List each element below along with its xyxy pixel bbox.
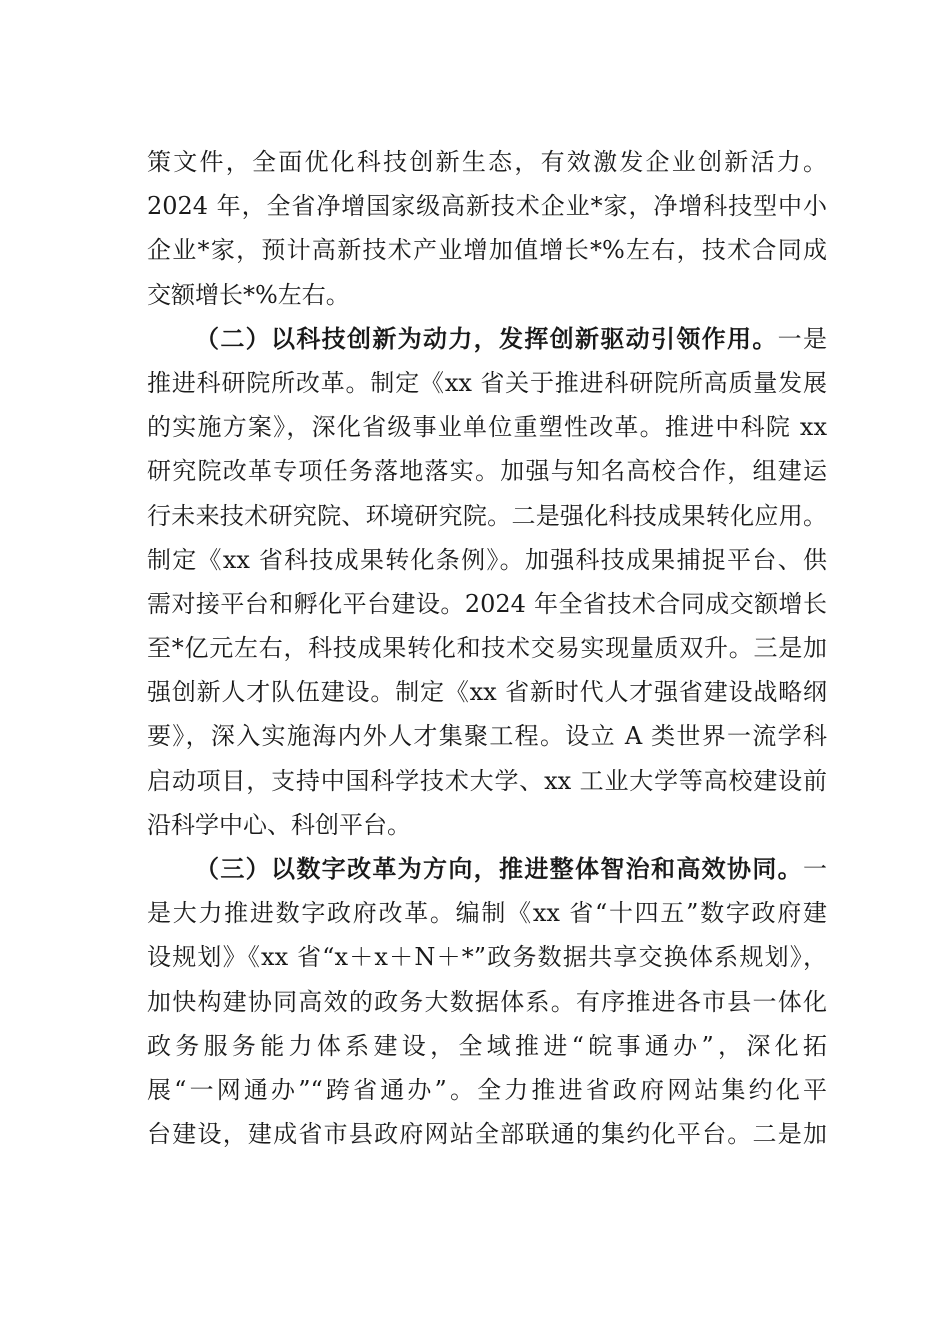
text-line: 要》，深入实施海内外人才集聚工程。设立 A 类世界一流学科 <box>147 722 827 751</box>
text-line: 是大力推进数字政府改革。编制《xx 省“十四五”数字政府建 <box>147 899 827 928</box>
document-body <box>147 140 827 1156</box>
text-line: 台建设，建成省市县政府网站全部联通的集约化平台。二是加 <box>147 1120 827 1149</box>
text-run: 一 <box>803 855 827 883</box>
section-heading-line <box>147 847 827 891</box>
text-line: 的实施方案》，深化省级事业单位重塑性改革。推进中科院 xx <box>147 413 827 442</box>
text-line: 设规划》《xx 省“x＋x＋N＋*”政务数据共享交换体系规划》， <box>147 943 827 972</box>
section-heading: （三）以数字改革为方向，推进整体智治和高效协同。 <box>195 854 803 883</box>
text-line: 政务服务能力体系建设，全域推进“皖事通办”，深化拓 <box>147 1031 827 1060</box>
text-line: 展“一网通办”“跨省通办”。全力推进省政府网站集约化平 <box>147 1075 827 1104</box>
text-run: 一是 <box>777 324 828 353</box>
text-line: 需对接平台和孵化平台建设。2024 年全省技术合同成交额增长 <box>147 589 827 618</box>
text-line: 强创新人才队伍建设。制定《xx 省新时代人才强省建设战略纲 <box>147 678 827 707</box>
text-line: 启动项目，支持中国科学技术大学、xx 工业大学等高校建设前 <box>147 766 827 795</box>
section-heading-line <box>147 317 827 361</box>
text-line: 制定《xx 省科技成果转化条例》。加强科技成果捕捉平台、供 <box>147 545 827 574</box>
text-line: 研究院改革专项任务落地落实。加强与知名高校合作，组建运 <box>147 457 827 486</box>
text-line: 策文件，全面优化科技创新生态，有效激发企业创新活力。 <box>147 148 827 176</box>
text-line: 交额增长*%左右。 <box>147 280 350 309</box>
text-line: 行未来技术研究院、环境研究院。二是强化科技成果转化应用。 <box>147 501 827 530</box>
text-line: 2024 年，全省净增国家级高新技术企业*家，净增科技型中小 <box>147 192 827 221</box>
text-line: 企业*家，预计高新技术产业增加值增长*%左右，技术合同成 <box>147 236 827 265</box>
text-line: 加快构建协同高效的政务大数据体系。有序推进各市县一体化 <box>147 987 827 1016</box>
text-line: 推进科研院所改革。制定《xx 省关于推进科研院所高质量发展 <box>147 368 827 397</box>
text-line: 沿科学中心、科创平台。 <box>147 810 411 839</box>
paragraph-1 <box>147 140 827 317</box>
paragraph-3 <box>147 847 827 1156</box>
paragraph-2 <box>147 317 827 847</box>
text-line: 至*亿元左右，科技成果转化和技术交易实现量质双升。三是加 <box>147 634 827 663</box>
section-heading: （二）以科技创新为动力，发挥创新驱动引领作用。 <box>195 323 778 353</box>
